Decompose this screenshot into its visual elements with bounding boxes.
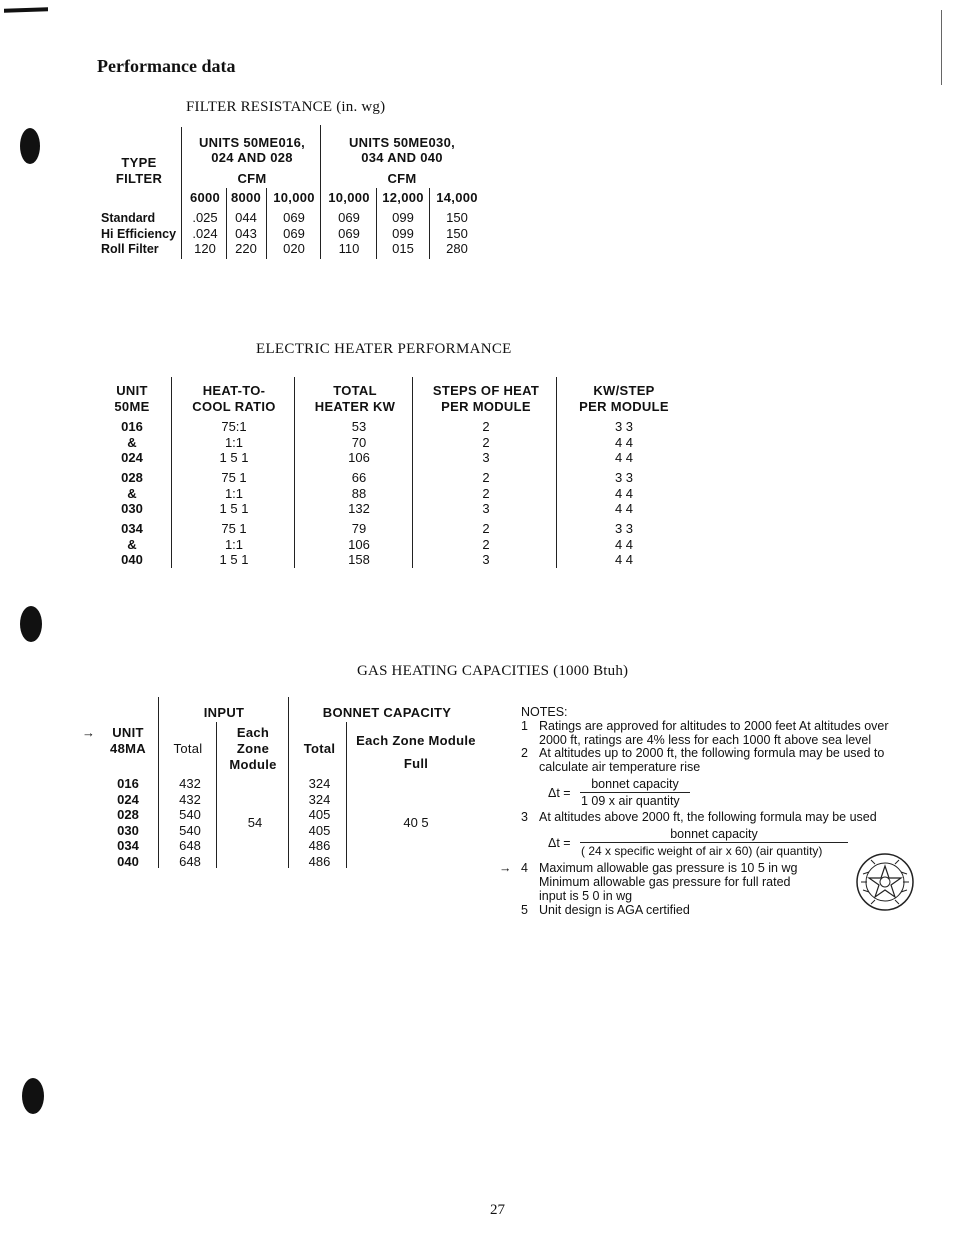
right-edge-line — [941, 10, 942, 85]
filter-row-type: Roll Filter — [101, 242, 159, 256]
filter-cell: 120 — [194, 241, 216, 256]
heater-unit: 028 & 030 — [121, 470, 143, 516]
gas-input-totals: 432 432 540 540 648 648 — [179, 776, 201, 869]
note-4-num: 4 — [521, 861, 528, 875]
heater-col-ratio: HEAT-TO- COOL RATIO — [192, 383, 276, 414]
filter-cell: 069 — [338, 226, 360, 241]
formula-2-lhs: Δt = — [548, 836, 571, 850]
formula-2-num: bonnet capacity — [670, 827, 758, 841]
filter-cfm-2: 8000 — [230, 190, 262, 205]
binder-hole-3 — [22, 1078, 44, 1114]
filter-group2-cfm: CFM — [387, 171, 417, 186]
gas-bonnet-each: Each Zone Module — [356, 733, 476, 748]
filter-cell: 020 — [283, 241, 305, 256]
heater-kwstep: 3 3 4 4 4 4 — [614, 419, 634, 465]
filter-cell: 069 — [338, 210, 360, 225]
heater-rule — [556, 377, 557, 568]
gas-input-total: Total — [173, 741, 203, 756]
filter-cell: .025 — [192, 210, 218, 225]
filter-cell: 069 — [283, 226, 305, 241]
gas-input-header: INPUT — [203, 705, 245, 720]
heater-kw: 79 106 158 — [348, 521, 370, 567]
heater-col-steps: STEPS OF HEAT PER MODULE — [432, 383, 540, 414]
heater-ratio: 75:1 1:1 1 5 1 — [219, 419, 249, 465]
gas-input-each: Each Zone Module — [229, 725, 277, 772]
filter-cell: 150 — [446, 210, 468, 225]
filter-cell: 069 — [283, 210, 305, 225]
note-5: Unit design is AGA certified — [539, 903, 690, 917]
heater-ratio: 75 1 1:1 1 5 1 — [219, 470, 249, 516]
filter-cell: 280 — [446, 241, 468, 256]
note-1: Ratings are approved for altitudes to 2000 feet At altitudes over 2000 ft, ratings are 4% less for each 1000 ft above sea level — [539, 719, 889, 747]
formula-2-bar — [580, 842, 848, 843]
heater-heading: ELECTRIC HEATER PERFORMANCE — [256, 341, 512, 357]
filter-rule — [376, 188, 377, 259]
gas-rule — [158, 697, 159, 868]
heater-unit: 016 & 024 — [121, 419, 143, 465]
page-number: 27 — [490, 1202, 505, 1218]
heater-steps: 2 2 3 — [482, 470, 490, 516]
filter-cell: 044 — [235, 210, 257, 225]
filter-rule — [181, 127, 182, 259]
heater-kwstep: 3 3 4 4 4 4 — [614, 470, 634, 516]
filter-group2-line2: 034 AND 040 — [361, 150, 443, 165]
heater-col-kw: TOTAL HEATER KW — [314, 383, 396, 414]
gas-units: 016 024 028 030 034 040 — [117, 776, 139, 869]
note-4: Maximum allowable gas pressure is 10 5 in wg Minimum allowable gas pressure for full rated input is 5 0 in wg — [539, 861, 798, 903]
note-2: At altitudes up to 2000 ft, the following formula may be used to calculate air temperature rise — [539, 746, 885, 774]
filter-cell: 099 — [392, 210, 414, 225]
filter-heading: FILTER RESISTANCE (in. wg) — [186, 99, 386, 115]
heater-col-kwstep: KW/STEP PER MODULE — [579, 383, 669, 414]
filter-cfm-6: 14,000 — [436, 190, 478, 205]
filter-cell: 110 — [338, 241, 360, 256]
gas-input-each-value: 54 — [247, 815, 263, 830]
filter-row-type: Standard — [101, 211, 156, 225]
formula-1-den: 1 09 x air quantity — [581, 794, 680, 808]
gas-rule — [346, 722, 347, 868]
filter-type-label-1: TYPE — [121, 155, 157, 170]
filter-row-type: Hi Efficiency — [101, 227, 177, 241]
filter-rule — [226, 188, 227, 259]
heater-col-unit: UNIT 50ME — [114, 383, 150, 414]
heater-steps: 2 2 3 — [482, 521, 490, 567]
filter-cell: 099 — [392, 226, 414, 241]
filter-cfm-1: 6000 — [189, 190, 221, 205]
heater-unit: 034 & 040 — [121, 521, 143, 567]
filter-cell: .024 — [192, 226, 218, 241]
formula-2-den: ( 24 x specific weight of air x 60) (air quantity) — [581, 844, 823, 858]
notes-title: NOTES: — [521, 705, 568, 719]
note-2-num: 2 — [521, 746, 528, 760]
filter-cell: 043 — [235, 226, 257, 241]
aga-seal-icon — [855, 852, 915, 912]
heater-steps: 2 2 3 — [482, 419, 490, 465]
filter-rule — [320, 125, 321, 259]
gas-unit-header: UNIT 48MA — [110, 725, 146, 756]
page-title: Performance data — [97, 56, 236, 76]
gas-rule — [288, 697, 289, 868]
heater-rule — [171, 377, 172, 568]
gas-rule — [216, 722, 217, 868]
note-1-num: 1 — [521, 719, 528, 733]
binder-hole-2 — [20, 606, 42, 642]
heater-kw: 53 70 106 — [348, 419, 370, 465]
filter-group1-line1: UNITS 50ME016, — [198, 135, 306, 150]
filter-group1-line2: 024 AND 028 — [211, 150, 293, 165]
note-3-num: 3 — [521, 810, 528, 824]
formula-1-lhs: Δt = — [548, 786, 571, 800]
filter-rule — [266, 188, 267, 259]
heater-ratio: 75 1 1:1 1 5 1 — [219, 521, 249, 567]
filter-group1-cfm: CFM — [237, 171, 267, 186]
note-4-arrow: → — [499, 861, 512, 875]
gas-bonnet-header: BONNET CAPACITY — [322, 705, 452, 720]
gas-bonnet-full: Full — [403, 756, 429, 771]
heater-rule — [412, 377, 413, 568]
filter-type-label-2: FILTER — [115, 171, 163, 186]
note-3: At altitudes above 2000 ft, the following formula may be used — [539, 810, 877, 824]
formula-1-bar — [580, 792, 690, 793]
filter-cfm-4: 10,000 — [328, 190, 370, 205]
filter-rule — [429, 188, 430, 259]
top-left-stroke — [4, 7, 48, 13]
heater-rule — [294, 377, 295, 568]
filter-group2-line1: UNITS 50ME030, — [348, 135, 456, 150]
filter-cell: 150 — [446, 226, 468, 241]
unit-arrow: → — [82, 725, 95, 740]
filter-cell: 015 — [392, 241, 414, 256]
filter-cell: 220 — [235, 241, 257, 256]
gas-bonnet-total: Total — [303, 741, 336, 756]
binder-hole-1 — [20, 128, 40, 164]
filter-cfm-3: 10,000 — [273, 190, 315, 205]
gas-heading: GAS HEATING CAPACITIES (1000 Btuh) — [357, 663, 629, 679]
filter-cfm-5: 12,000 — [382, 190, 424, 205]
heater-kwstep: 3 3 4 4 4 4 — [614, 521, 634, 567]
gas-bonnet-each-value: 40 5 — [403, 815, 429, 830]
heater-kw: 66 88 132 — [348, 470, 370, 516]
gas-bonnet-totals: 324 324 405 405 486 486 — [308, 776, 331, 869]
formula-1-num: bonnet capacity — [591, 777, 679, 791]
note-5-num: 5 — [521, 903, 528, 917]
